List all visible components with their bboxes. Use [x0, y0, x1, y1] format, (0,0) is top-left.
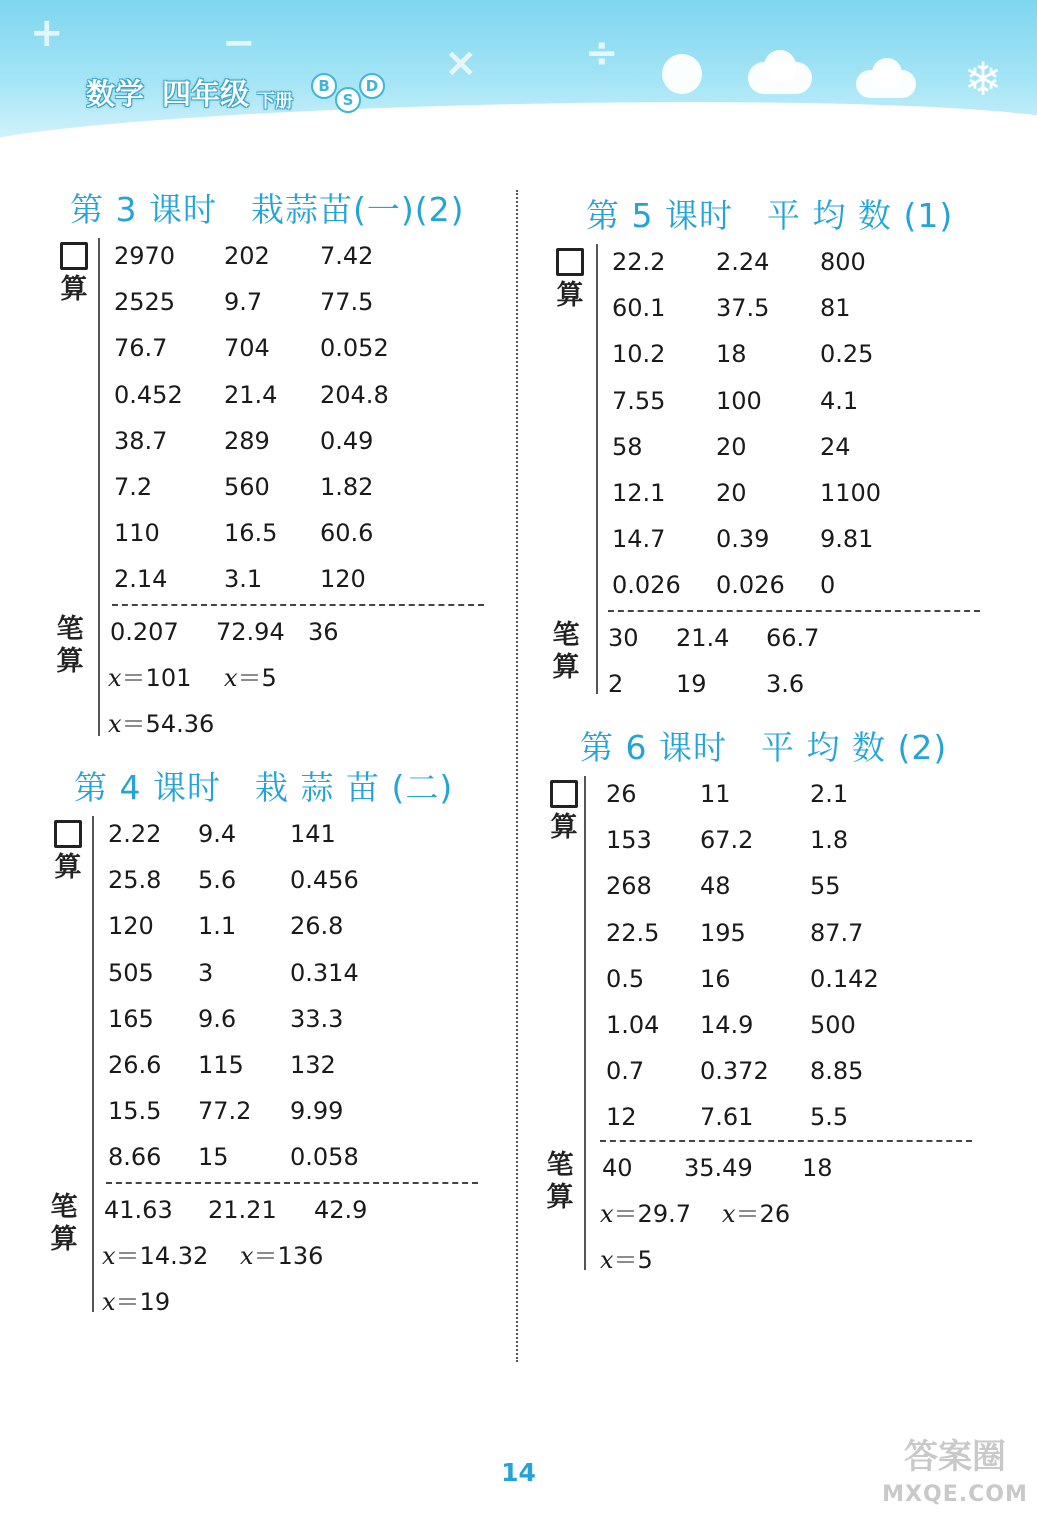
solution-value: ＝5 [237, 664, 277, 693]
answer-value: 141 [290, 820, 336, 848]
equation-solution [102, 1240, 208, 1272]
variable-x: x [224, 664, 238, 693]
written-value: 18 [802, 1154, 833, 1182]
answer-value: 3.1 [224, 565, 263, 594]
oral-label: 算 [52, 816, 84, 884]
answer-value: 5.6 [198, 866, 237, 895]
answer-value: 9.6 [198, 1004, 237, 1033]
answer-value: 289 [224, 426, 270, 455]
written-value: 42.9 [314, 1196, 368, 1224]
written-label: 笔 算 [56, 614, 84, 677]
written-value: 21.21 [208, 1196, 277, 1224]
answer-value: 15 [198, 1143, 229, 1172]
section-line [92, 816, 94, 1312]
answer-value: 1.1 [198, 912, 237, 941]
snowflake-icon: ❄ [963, 52, 1003, 106]
written-label: 笔 算 [50, 1192, 78, 1255]
answer-value: 7.42 [320, 242, 374, 270]
written-value: 30 [608, 624, 639, 652]
answer-value: 60.1 [612, 294, 666, 323]
variable-x: x [108, 664, 122, 693]
answer-value: 37.5 [716, 294, 770, 323]
answer-value: 77.2 [198, 1097, 252, 1126]
lesson-title: 第 6 课时 平 均 数 (2) [580, 728, 948, 767]
written-label: 笔 算 [546, 1150, 574, 1213]
written-value: 21.4 [676, 624, 730, 652]
written-value: 3.6 [766, 670, 805, 699]
answer-value: 15.5 [108, 1097, 162, 1126]
answer-value: 21.4 [224, 380, 278, 409]
answer-value: 120 [320, 565, 366, 594]
answer-value: 9.7 [224, 288, 263, 317]
divide-symbol: ÷ [585, 30, 619, 76]
section-line [596, 244, 598, 694]
answer-value: 0.39 [716, 525, 770, 554]
answer-value: 800 [820, 248, 866, 276]
lesson-title: 第 4 课时 栽 蒜 苗 (二) [74, 768, 454, 807]
answer-value: 81 [820, 294, 851, 323]
answer-value: 2.22 [108, 820, 162, 848]
volume-label: 下册 [257, 91, 294, 112]
answer-value: 76.7 [114, 334, 168, 363]
variable-x: x [600, 1200, 614, 1229]
minus-symbol: − [222, 20, 256, 66]
answer-value: 7.55 [612, 386, 666, 415]
rain-cloud-icon [856, 56, 922, 106]
answer-value: 0.142 [810, 964, 879, 993]
answer-value: 0.314 [290, 958, 359, 987]
answer-value: 16 [700, 964, 731, 993]
variable-x: x [240, 1242, 254, 1271]
variable-x: x [600, 1246, 614, 1275]
times-symbol: × [444, 40, 478, 86]
answer-value: 60.6 [320, 519, 374, 548]
answer-value: 0.026 [716, 571, 785, 600]
equation-solution [722, 1198, 790, 1230]
mouth-box-icon [54, 820, 82, 848]
answer-value: 14.9 [700, 1011, 754, 1039]
answer-value: 58 [612, 432, 643, 461]
answer-value: 1.04 [606, 1011, 660, 1039]
answer-value: 24 [820, 432, 851, 461]
answer-value: 1.82 [320, 473, 374, 501]
answer-value: 9.4 [198, 820, 237, 848]
answer-value: 505 [108, 958, 154, 987]
answer-value: 67.2 [700, 826, 754, 855]
variable-x: x [102, 1288, 116, 1317]
lesson-title: 第 3 课时 栽蒜苗(一)(2) [70, 190, 465, 229]
answer-value: 0.052 [320, 334, 389, 363]
answer-value: 204.8 [320, 380, 389, 409]
answer-value: 22.2 [612, 248, 666, 276]
answer-value: 33.3 [290, 1004, 344, 1033]
answer-value: 25.8 [108, 866, 162, 895]
answer-value: 202 [224, 242, 270, 270]
answer-value: 0.452 [114, 380, 183, 409]
answer-value: 11 [700, 780, 731, 808]
answer-value: 20 [716, 432, 747, 461]
column-divider [516, 190, 518, 1362]
answer-value: 560 [224, 473, 270, 501]
answer-value: 2.1 [810, 780, 849, 808]
answer-value: 12 [606, 1103, 637, 1132]
publisher-logo: B S D [311, 73, 389, 113]
answer-value: 195 [700, 918, 746, 947]
variable-x: x [722, 1200, 736, 1229]
answer-value: 153 [606, 826, 652, 855]
answer-value: 9.99 [290, 1097, 344, 1126]
solution-value: ＝5 [613, 1246, 653, 1275]
answer-value: 18 [716, 340, 747, 369]
page-number: 14 [501, 1458, 536, 1487]
answer-value: 132 [290, 1051, 336, 1079]
answer-value: 0 [820, 571, 836, 600]
section-separator [112, 604, 484, 606]
solution-value: ＝19 [115, 1288, 171, 1317]
answer-value: 100 [716, 386, 762, 415]
answer-value: 0.456 [290, 866, 359, 895]
plus-symbol: + [30, 10, 64, 56]
lesson-title: 第 5 课时 平 均 数 (1) [586, 196, 954, 235]
cloud-icon [748, 46, 818, 96]
answer-value: 7.2 [114, 473, 153, 501]
answer-value: 268 [606, 872, 652, 901]
answer-value: 77.5 [320, 288, 374, 317]
solution-value: ＝54.36 [121, 710, 215, 739]
answer-value: 48 [700, 872, 731, 901]
answer-value: 110 [114, 519, 160, 548]
grade-label: 四年级 [162, 77, 250, 111]
answer-value: 4.1 [820, 386, 859, 415]
section-separator [106, 1182, 478, 1184]
answer-value: 22.5 [606, 918, 660, 947]
answer-value: 20 [716, 479, 747, 507]
answer-value: 87.7 [810, 918, 864, 947]
section-separator [600, 1140, 972, 1142]
solution-value: ＝136 [253, 1242, 324, 1271]
answer-value: 120 [108, 912, 154, 941]
answer-value: 0.026 [612, 571, 681, 600]
equation-solution [224, 662, 277, 694]
answer-value: 7.61 [700, 1103, 754, 1132]
answer-value: 26.8 [290, 912, 344, 941]
written-value: 35.49 [684, 1154, 753, 1182]
written-value: 2 [608, 670, 624, 699]
equation-solution [108, 662, 191, 694]
written-value: 0.207 [110, 618, 179, 646]
written-value: 72.94 [216, 618, 285, 646]
subject-label: 数学 [86, 77, 145, 111]
book-title [86, 72, 389, 113]
answer-value: 0.5 [606, 964, 645, 993]
variable-x: x [108, 710, 122, 739]
written-value: 36 [308, 618, 339, 646]
answer-value: 1100 [820, 479, 882, 507]
answer-value: 26 [606, 780, 637, 808]
answer-value: 8.85 [810, 1057, 864, 1086]
written-value: 66.7 [766, 624, 820, 652]
answer-value: 12.1 [612, 479, 666, 507]
solution-value: ＝29.7 [613, 1200, 691, 1229]
answer-value: 2525 [114, 288, 176, 317]
answer-value: 0.058 [290, 1143, 359, 1172]
mouth-box-icon [550, 780, 578, 808]
answer-value: 0.7 [606, 1057, 645, 1086]
answer-value: 2.14 [114, 565, 168, 594]
equation-solution [108, 708, 214, 740]
answer-value: 8.66 [108, 1143, 162, 1172]
answer-value: 38.7 [114, 426, 168, 455]
solution-value: ＝14.32 [115, 1242, 209, 1271]
answer-value: 1.8 [810, 826, 849, 855]
answer-value: 165 [108, 1004, 154, 1033]
oral-label: 算 [554, 244, 586, 312]
answer-value: 16.5 [224, 519, 278, 548]
equation-solution [600, 1244, 653, 1276]
answer-value: 14.7 [612, 525, 666, 554]
equation-solution [240, 1240, 323, 1272]
header-banner [0, 0, 1037, 150]
written-value: 41.63 [104, 1196, 173, 1224]
section-separator [608, 610, 980, 612]
oral-label: 算 [548, 776, 580, 844]
answer-value: 0.49 [320, 426, 374, 455]
oral-label: 算 [58, 238, 90, 306]
answer-value: 9.81 [820, 525, 874, 554]
solution-value: ＝26 [735, 1200, 791, 1229]
answer-value: 0.25 [820, 340, 874, 369]
answer-value: 500 [810, 1011, 856, 1039]
answer-value: 0.372 [700, 1057, 769, 1086]
solution-value: ＝101 [121, 664, 192, 693]
answer-value: 26.6 [108, 1051, 162, 1079]
answer-value: 704 [224, 334, 270, 363]
answer-value: 55 [810, 872, 841, 901]
written-label: 笔 算 [552, 620, 580, 683]
answer-value: 5.5 [810, 1103, 849, 1132]
section-line [584, 776, 586, 1270]
written-value: 19 [676, 670, 707, 699]
answer-value: 3 [198, 958, 214, 987]
answer-value: 2970 [114, 242, 176, 270]
equation-solution [600, 1198, 691, 1230]
watermark-logo: 答案圈 MXQE.COM [882, 1437, 1028, 1507]
equation-solution [102, 1286, 170, 1318]
answer-value: 2.24 [716, 248, 770, 276]
sun-icon [662, 54, 702, 94]
written-value: 40 [602, 1154, 633, 1182]
answer-value: 115 [198, 1051, 244, 1079]
section-line [98, 238, 100, 736]
variable-x: x [102, 1242, 116, 1271]
answer-value: 10.2 [612, 340, 666, 369]
mouth-box-icon [60, 242, 88, 270]
mouth-box-icon [556, 248, 584, 276]
